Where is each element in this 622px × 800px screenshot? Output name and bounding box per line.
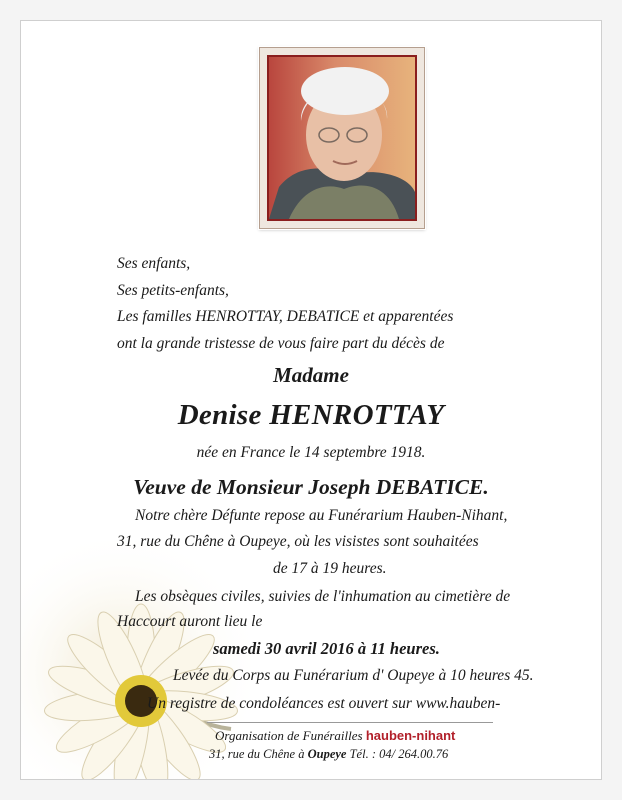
- daisy-flower-decoration: [20, 541, 251, 780]
- registry-line: Un registre de condoléances est ouvert sur www.hauben-: [147, 695, 501, 712]
- rest-line: 31, rue du Chêne à Oupeye, où les visistes sont souhaitées: [117, 533, 479, 550]
- intro-line: Ses petits-enfants,: [117, 281, 229, 299]
- address-prefix: 31, rue du Chêne à: [209, 747, 305, 761]
- intro-line: Ses enfants,: [117, 255, 191, 272]
- levee-line: Levée du Corps au Funérarium d' Oupeye à 10 heures 45.: [173, 667, 534, 684]
- family-intro: [117, 251, 453, 357]
- portrait-photo: [267, 55, 417, 221]
- funeral-date: samedi 30 avril 2016 à 11 heures.: [213, 639, 440, 658]
- birth-info: née en France le 14 septembre 1918.: [196, 444, 426, 461]
- intro-line: Les familles HENROTTAY, DEBATICE et apparentées: [117, 308, 454, 326]
- organizer-line: [215, 728, 455, 744]
- portrait-frame: [259, 47, 425, 229]
- organizer-prefix: Organisation de Funérailles: [215, 728, 363, 743]
- footer-divider: [207, 722, 493, 723]
- death-notice-card: [20, 20, 602, 780]
- funeral-line: Les obsèques civiles, suivies de l'inhumation au cimetière de: [135, 588, 511, 605]
- address-line: [209, 747, 448, 762]
- title-madame: Madame: [273, 363, 349, 387]
- intro-line: ont la grande tristesse de vous faire part du décès de: [117, 334, 445, 352]
- funeral-line: Haccourt auront lieu le: [117, 613, 263, 630]
- widow-info: Veuve de Monsieur Joseph DEBATICE.: [133, 475, 489, 499]
- rest-line: de 17 à 19 heures.: [273, 560, 387, 577]
- address-phone: Tél. : 04/ 264.00.76: [349, 747, 449, 761]
- rest-line: Notre chère Défunte repose au Funérarium Hauben-Nihant,: [135, 507, 508, 524]
- address-town: Oupeye: [307, 747, 347, 761]
- deceased-name: Denise HENROTTAY: [177, 399, 445, 431]
- brand-logo-text: hauben-nihant: [365, 728, 456, 743]
